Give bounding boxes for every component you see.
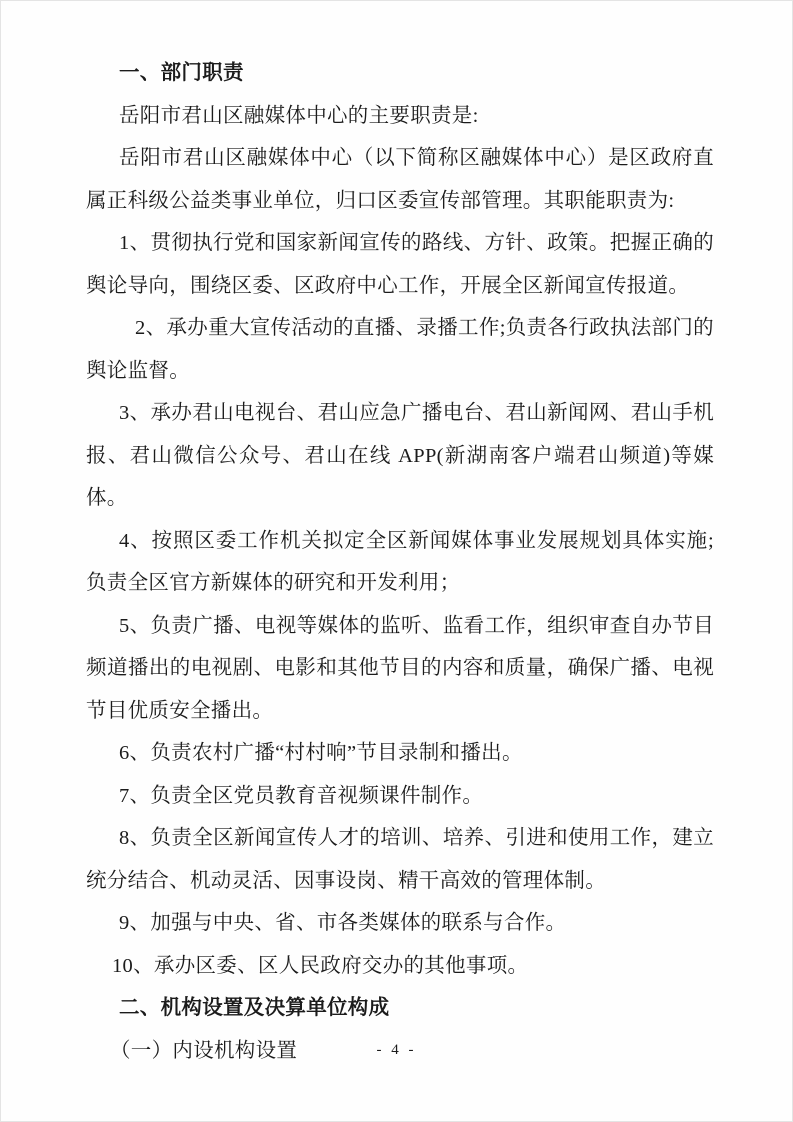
paragraph-duty-4: 4、按照区委工作机关拟定全区新闻媒体事业发展规划具体实施;负责全区官方新媒体的研究和开发利用； — [86, 529, 714, 594]
paragraph-duty-3: 3、承办君山电视台、君山应急广播电台、君山新闻网、君山手机报、君山微信公众号、君山在线 APP(新湖南客户端君山频道)等媒体。 — [86, 402, 714, 509]
section-heading-1: 一、部门职责 — [119, 62, 244, 84]
paragraph-duty-9: 9、加强与中央、省、市各类媒体的联系与合作。 — [119, 912, 567, 934]
paragraph-overview: 岳阳市君山区融媒体中心（以下简称区融媒体中心）是区政府直属正科级公益类事业单位，归口区委宣传部管理。其职能职责为: — [86, 147, 714, 212]
paragraph-duty-2: 2、承办重大宣传活动的直播、录播工作;负责各行政执法部门的舆论监督。 — [86, 317, 714, 382]
paragraph-duty-5: 5、负责广播、电视等媒体的监听、监看工作，组织审查自办节目频道播出的电视剧、电影和其他节目的内容和质量，确保广播、电视节目优质安全播出。 — [86, 614, 714, 722]
page-number: - 4 - — [376, 1042, 417, 1058]
section-heading-2: 二、机构设置及决算单位构成 — [119, 997, 390, 1019]
paragraph-duty-1: 1、贯彻执行党和国家新闻宣传的路线、方针、政策。把握正确的舆论导向，围绕区委、区政府中心工作，开展全区新闻宣传报道。 — [86, 232, 714, 297]
paragraph-intro: 岳阳市君山区融媒体中心的主要职责是: — [119, 104, 479, 127]
paragraph-duty-10: 10、承办区委、区人民政府交办的其他事项。 — [112, 954, 529, 977]
document-body — [86, 52, 714, 1072]
paragraph-duty-6: 6、负责农村广播“村村响”节目录制和播出。 — [119, 742, 523, 764]
paragraph-duty-7: 7、负责全区党员教育音视频课件制作。 — [119, 784, 484, 807]
paragraph-subsection-title: （一）内设机构设置 — [110, 1039, 298, 1062]
paragraph-duty-8: 8、负责全区新闻宣传人才的培训、培养、引进和使用工作，建立统分结合、机动灵活、因事设岗、精干高效的管理体制。 — [86, 827, 714, 892]
